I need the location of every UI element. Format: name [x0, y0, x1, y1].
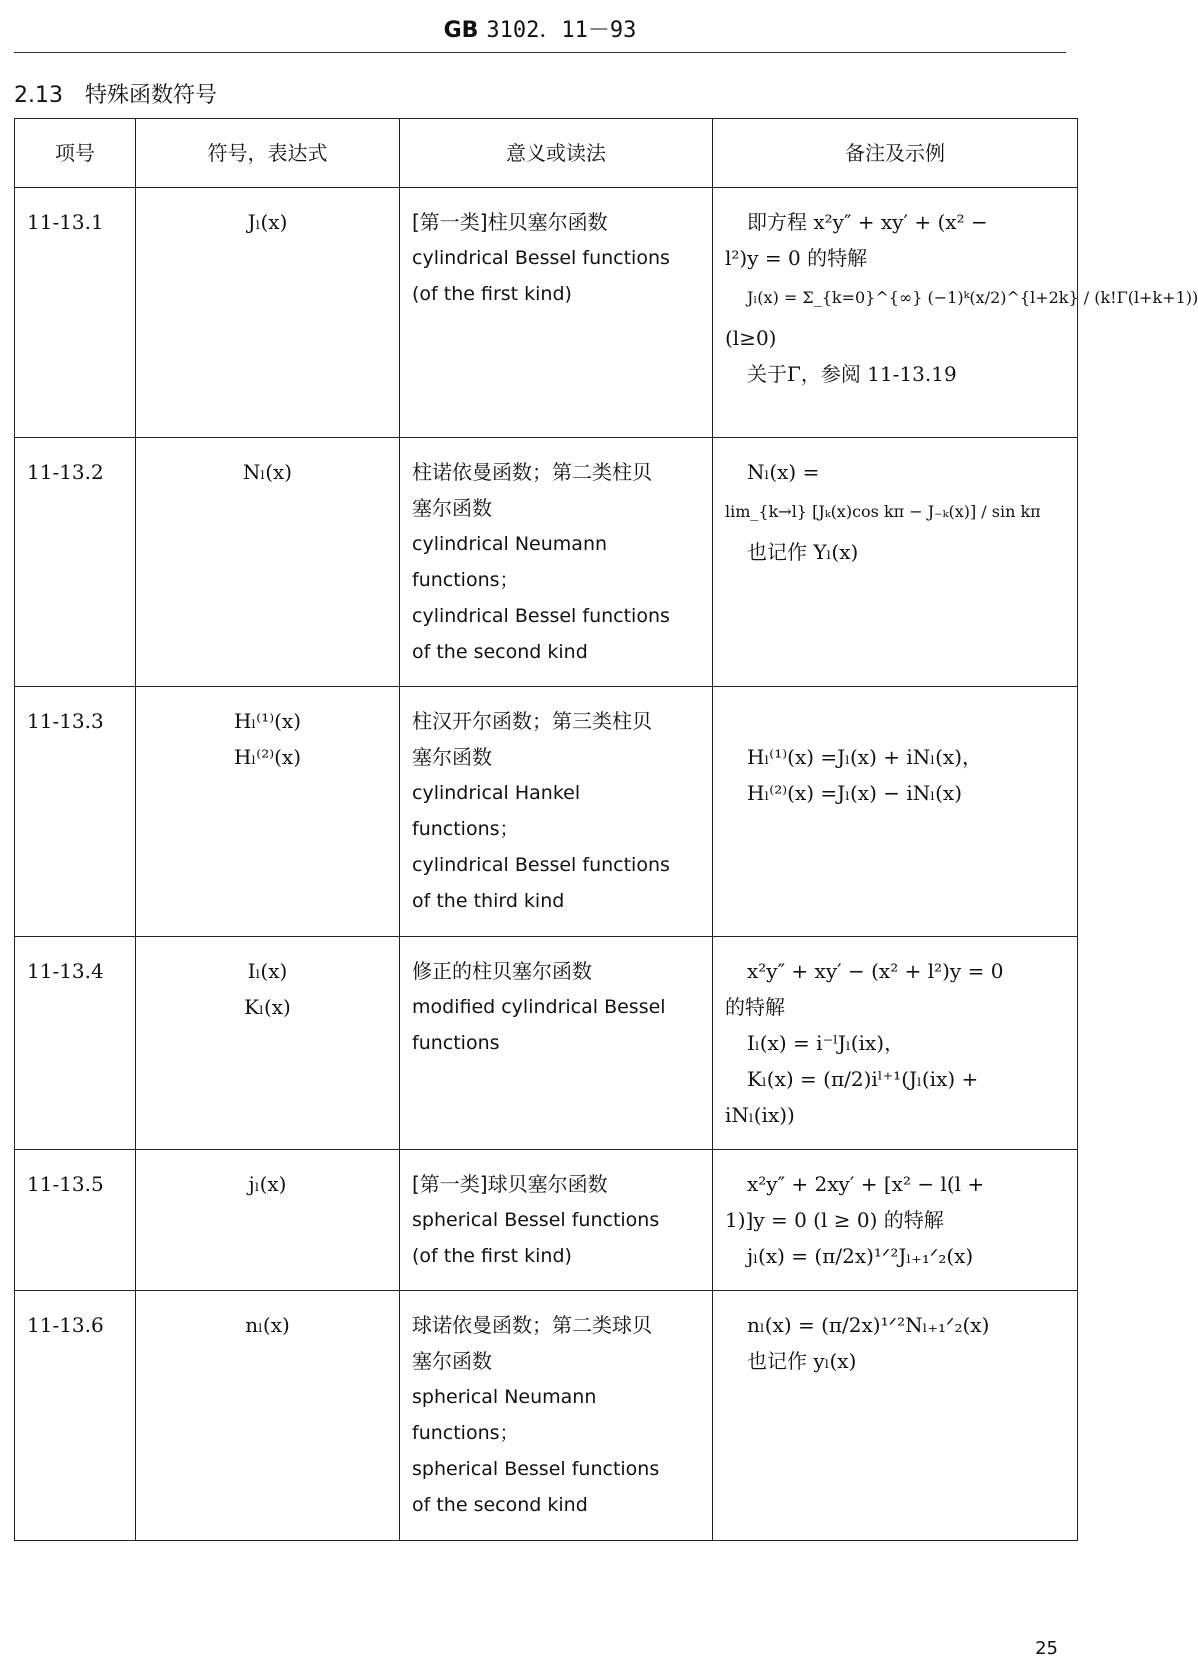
meaning-cell: [400, 937, 713, 1150]
section-title: 特殊函数符号: [84, 83, 217, 108]
meaning-line: 柱汉开尔函数；第三类柱贝: [412, 709, 652, 733]
remark-line: 也记作 Yₗ(x): [747, 540, 859, 564]
remark-line: Hₗ⁽¹⁾(x) =Jₗ(x) + iNₗ(x)，: [747, 745, 982, 769]
meaning-cell: [400, 687, 713, 937]
meaning-line: spherical Bessel functions: [412, 1209, 660, 1231]
remark-line: nₗ(x) = (π/2x)¹ᐟ²Nₗ₊₁ᐟ₂(x): [747, 1313, 990, 1337]
remark-cell: [713, 687, 1078, 937]
meaning-line: of the second kind: [412, 641, 588, 663]
symbol-cell: [136, 1150, 400, 1291]
symbol: Iₗ(x): [247, 959, 288, 983]
meaning-line: [第一类]柱贝塞尔函数: [412, 210, 608, 234]
meaning-line: 塞尔函数: [412, 496, 492, 520]
item-number: 11-13.3: [15, 687, 136, 937]
item-number: 11-13.5: [15, 1150, 136, 1291]
symbol: jₗ(x): [248, 1172, 287, 1196]
meaning-line: of the second kind: [412, 1494, 588, 1516]
symbol: nₗ(x): [245, 1313, 290, 1337]
meaning-line: 球诺依曼函数；第二类球贝: [412, 1313, 652, 1337]
symbols-table: [14, 118, 1198, 1541]
remark-cell: [713, 1150, 1078, 1291]
item-number: 11-13.2: [15, 438, 136, 687]
header-meaning: 意义或读法: [400, 119, 713, 188]
remark-line: Nₗ(x) =: [747, 460, 820, 484]
table-row: [15, 1150, 1078, 1291]
meaning-line: 塞尔函数: [412, 1349, 492, 1373]
item-number: 11-13.1: [15, 188, 136, 438]
symbol: Hₗ⁽²⁾(x): [233, 745, 302, 769]
meaning-line: functions；: [412, 1422, 519, 1444]
table-row: [15, 687, 1078, 937]
meaning-line: cylindrical Bessel functions: [412, 854, 670, 876]
table-header-row: [15, 119, 1078, 188]
table-row: [15, 937, 1078, 1150]
header-remarks: 备注及示例: [713, 119, 1078, 188]
symbol-cell: [136, 1291, 400, 1541]
page-number: 25: [1035, 1638, 1058, 1659]
remark-line: Hₗ⁽²⁾(x) =Jₗ(x) − iNₗ(x): [747, 781, 962, 805]
remark-cell: [713, 438, 1078, 687]
remark-line: 也记作 yₗ(x): [747, 1349, 857, 1373]
symbol: Hₗ⁽¹⁾(x): [233, 709, 302, 733]
meaning-line: functions: [412, 1032, 500, 1054]
standard-code: GB: [443, 18, 479, 43]
remark-line: l²)y = 0 的特解: [725, 246, 868, 270]
remark-line: iNₗ(ix)): [725, 1103, 795, 1127]
remark-line: Iₗ(x) = i⁻ˡJₗ(ix)，: [747, 1031, 905, 1055]
symbol-cell: [136, 188, 400, 438]
table-row: [15, 1291, 1078, 1541]
section-number: 2.13: [14, 83, 63, 108]
remark-line: Kₗ(x) = (π/2)iˡ⁺¹(Jₗ(ix) +: [747, 1067, 979, 1091]
remark-formula: Jₗ(x) = Σ_{k=0}^{∞} (−1)ᵏ(x/2)^{l+2k} / (k!Γ(l+k+1)): [747, 288, 1198, 307]
remark-line: 即方程 x²y″ + xy′ + (x² −: [747, 210, 988, 234]
header-symbol: 符号，表达式: [136, 119, 400, 188]
symbol: Nₗ(x): [242, 460, 293, 484]
meaning-line: functions；: [412, 569, 519, 591]
meaning-line: cylindrical Hankel: [412, 782, 581, 804]
remark-line: (l≥0): [725, 326, 777, 350]
remark-line: 关于Γ，参阅 11-13.19: [747, 362, 957, 386]
meaning-cell: [400, 1291, 713, 1541]
meaning-cell: [400, 438, 713, 687]
meaning-line: (of the first kind): [412, 283, 572, 305]
remark-cell: [713, 937, 1078, 1150]
table-row: [15, 438, 1078, 687]
meaning-line: (of the first kind): [412, 1245, 572, 1267]
header-item-no: 项号: [15, 119, 136, 188]
page-header: [14, 0, 1066, 53]
remark-formula: lim_{k→l} [Jₖ(x)cos kπ − J₋ₖ(x)] / sin kπ: [725, 502, 1041, 521]
symbol: Kₗ(x): [244, 995, 291, 1019]
meaning-line: 修正的柱贝塞尔函数: [412, 959, 592, 983]
remark-line: 1)]y = 0 (l ≥ 0) 的特解: [725, 1208, 944, 1232]
meaning-line: cylindrical Neumann: [412, 533, 608, 555]
remark-line: x²y″ + xy′ − (x² + l²)y = 0: [747, 959, 1004, 983]
remark-line: x²y″ + 2xy′ + [x² − l(l +: [747, 1172, 985, 1196]
meaning-line: 柱诺依曼函数；第二类柱贝: [412, 460, 652, 484]
remark-line: 的特解: [725, 995, 785, 1019]
meaning-line: spherical Neumann: [412, 1386, 597, 1408]
remark-line: jₗ(x) = (π/2x)¹ᐟ²Jₗ₊₁ᐟ₂(x): [747, 1244, 974, 1268]
table-row: [15, 188, 1078, 438]
meaning-cell: [400, 188, 713, 438]
meaning-line: 塞尔函数: [412, 745, 492, 769]
meaning-line: of the third kind: [412, 890, 565, 912]
section-heading: [14, 78, 217, 109]
meaning-line: modified cylindrical Bessel: [412, 996, 666, 1018]
symbol: Jₗ(x): [247, 210, 288, 234]
symbol-cell: [136, 937, 400, 1150]
symbol-cell: [136, 687, 400, 937]
standard-number: 3102．11－93: [486, 18, 637, 43]
symbol-cell: [136, 438, 400, 687]
meaning-cell: [400, 1150, 713, 1291]
meaning-line: spherical Bessel functions: [412, 1458, 660, 1480]
meaning-line: [第一类]球贝塞尔函数: [412, 1172, 608, 1196]
meaning-line: cylindrical Bessel functions: [412, 247, 670, 269]
meaning-line: cylindrical Bessel functions: [412, 605, 670, 627]
meaning-line: functions；: [412, 818, 519, 840]
remark-cell: [713, 1291, 1078, 1541]
item-number: 11-13.4: [15, 937, 136, 1150]
remark-cell: [713, 188, 1198, 438]
item-number: 11-13.6: [15, 1291, 136, 1541]
